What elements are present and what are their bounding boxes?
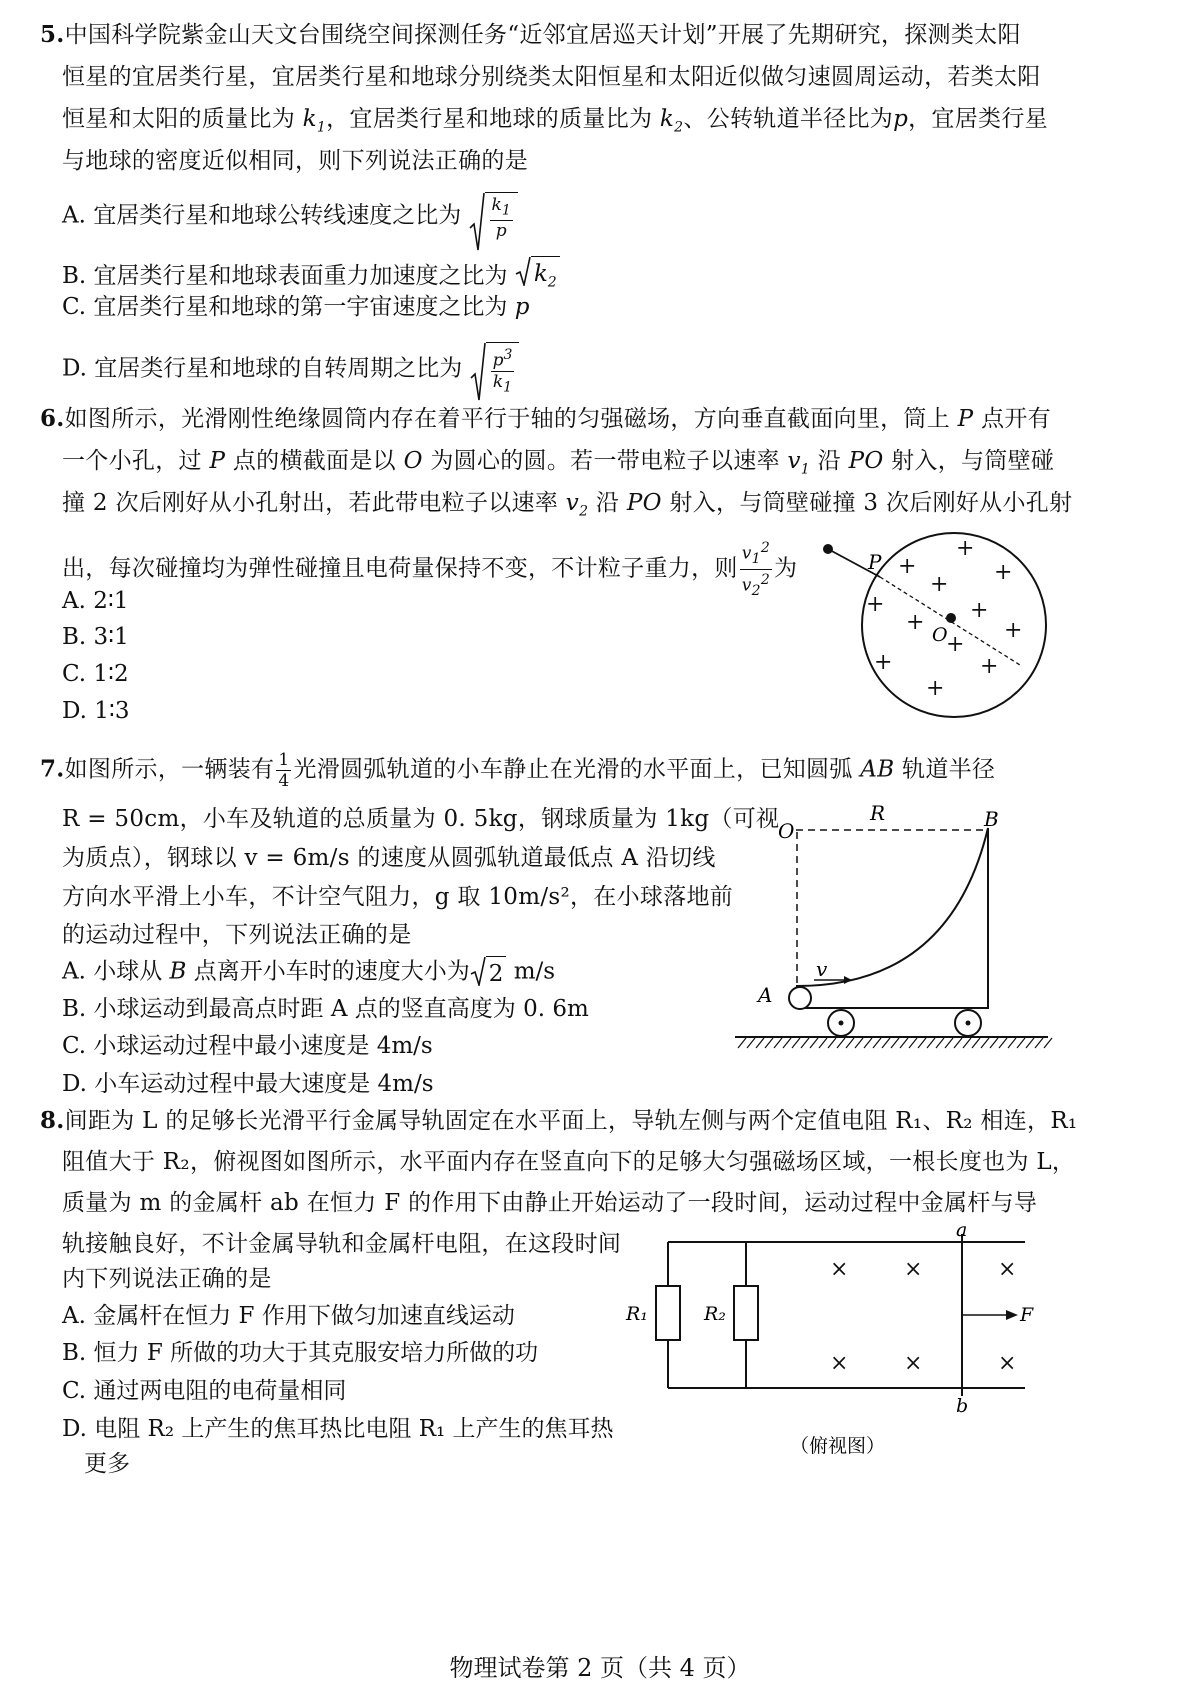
q5-text-1: 中国科学院紫金山天文台围绕空间探测任务“近邻宜居巡天计划”开展了先期研究，探测类太阳 xyxy=(64,22,1021,48)
hatch-line xyxy=(810,1038,818,1048)
q6-text-2b: 点的横截面是以 xyxy=(232,448,396,474)
q8-option-d: D. 电阻 R₂ 上产生的焦耳热比电阻 R₁ 上产生的焦耳热 xyxy=(62,1416,614,1442)
q6-option-c: C. 1∶2 xyxy=(62,661,129,687)
q7-AB: AB xyxy=(860,756,895,783)
q7-fig-label-v: v xyxy=(816,957,828,981)
q5-text-4: 与地球的密度近似相同，则下列说法正确的是 xyxy=(62,148,528,174)
q7-wheel-left-axle xyxy=(839,1021,844,1026)
q5-option-d xyxy=(62,342,519,397)
q7-line-3: 为质点），钢球以 v = 6m/s 的速度从圆弧轨道最低点 A 沿切线 xyxy=(62,845,716,871)
q5-option-d-text: D. 宜居类行星和地球的自转周期之比为 xyxy=(62,355,463,382)
q8-fig-label-R1: R₁ xyxy=(626,1303,648,1325)
q5-option-c-text: C. 宜居类行星和地球的第一宇宙速度之比为 xyxy=(62,294,508,320)
q5-option-d-formula: $\frac{p^3}{k_1}$ xyxy=(470,342,520,397)
hatch-line xyxy=(792,1038,800,1048)
q5-option-a-formula: $\frac{k_1}{p}$ xyxy=(469,192,518,241)
q5-text-3c: 、公转轨道半径比为 xyxy=(683,106,894,132)
q8-magnetic-field-marks xyxy=(830,1257,1016,1376)
q8-line-4: 轨接触良好，不计金属导轨和金属杆电阻，在这段时间 xyxy=(62,1231,622,1257)
q6-field-mark: + xyxy=(906,610,925,635)
hatch-line xyxy=(1008,1038,1016,1048)
q7-line-5: 的运动过程中，下列说法正确的是 xyxy=(62,922,412,948)
hatch-line xyxy=(900,1038,908,1048)
q7-ground-hatch xyxy=(738,1038,1052,1048)
q8-text-1: 间距为 L 的足够长光滑平行金属导轨固定在水平面上，导轨左侧与两个定值电阻 R₁、R₂ 相连，R₁ xyxy=(64,1108,1078,1134)
hatch-line xyxy=(1026,1038,1034,1048)
q7-cart-figure xyxy=(730,800,1060,1055)
q6-text-3a: 撞 2 次后刚好从小孔射出，若此带电粒子以速率 xyxy=(62,490,559,516)
q6-text-2d: 沿 xyxy=(817,448,841,474)
q6-option-a: A. 2∶1 xyxy=(62,588,129,614)
hatch-line xyxy=(945,1038,953,1048)
hatch-line xyxy=(936,1038,944,1048)
q7-fig-label-B: B xyxy=(984,807,999,831)
q8-field-mark: × xyxy=(830,1257,849,1282)
hatch-line xyxy=(981,1038,989,1048)
q7-quarter-fraction: $\frac{1}{4}$ xyxy=(278,750,290,791)
q5-text-2: 恒星的宜居类行星，宜居类行星和地球分别绕类太阳恒星和太阳近似做匀速圆周运动，若类太阳 xyxy=(62,64,1041,90)
q7-option-d: D. 小车运动过程中最大速度是 4m/s xyxy=(62,1071,434,1097)
q7-steel-ball xyxy=(789,987,811,1009)
q7-text-1a: 如图所示，一辆装有 xyxy=(64,756,275,783)
q7-option-a-text-a: A. 小球从 xyxy=(62,958,163,985)
q6-option-d: D. 1∶3 xyxy=(62,698,130,724)
q6-fig-label-P: P xyxy=(868,550,882,574)
q8-field-mark: × xyxy=(998,1351,1017,1376)
q6-center-dot xyxy=(946,613,956,623)
q8-field-mark: × xyxy=(904,1257,923,1282)
q5-option-a-text: A. 宜居类行星和地球公转线速度之比为 xyxy=(62,202,462,229)
hatch-line xyxy=(747,1038,755,1048)
q6-line-3 xyxy=(62,488,1072,527)
hatch-line xyxy=(801,1038,809,1048)
q8-fig-label-F: F xyxy=(1020,1304,1034,1326)
q6-PO-2: PO xyxy=(626,490,662,516)
q6-text-4a: 出，每次碰撞均为弹性碰撞且电荷量保持不变，不计粒子重力，则 xyxy=(62,555,738,582)
q7-cart-body xyxy=(797,828,988,1008)
q6-text-1: 如图所示，光滑刚性绝缘圆筒内存在着平行于轴的匀强磁场，方向垂直截面向里，筒上 xyxy=(64,406,951,432)
q8-force-arrowhead xyxy=(1006,1310,1018,1320)
q5-number: 5. xyxy=(40,21,65,48)
q7-option-a-unit: m/s xyxy=(513,958,556,985)
q7-option-c: C. 小球运动过程中最小速度是 4m/s xyxy=(62,1033,433,1059)
q8-field-mark: × xyxy=(998,1257,1017,1282)
hatch-line xyxy=(855,1038,863,1048)
q7-text-1d: 轨道半径 xyxy=(902,756,996,783)
hatch-line xyxy=(765,1038,773,1048)
q6-v1: $v_1$ xyxy=(787,448,810,478)
hatch-line xyxy=(756,1038,764,1048)
q5-line-4 xyxy=(62,146,528,176)
q6-O: O xyxy=(403,448,423,474)
q8-fig-label-a: a xyxy=(956,1220,968,1241)
q8-field-mark: × xyxy=(830,1351,849,1376)
q6-fig-label-O: O xyxy=(932,624,948,646)
hatch-line xyxy=(1044,1038,1052,1048)
hatch-line xyxy=(927,1038,935,1048)
q8-option-a: A. 金属杆在恒力 F 作用下做匀加速直线运动 xyxy=(62,1303,515,1329)
q7-fig-label-A: A xyxy=(758,983,773,1007)
q6-ratio-formula: $\frac{v_1^2}{v_2^2}$ xyxy=(741,540,771,600)
q6-cylinder-figure xyxy=(820,525,1060,730)
hatch-line xyxy=(1017,1038,1025,1048)
q6-v2: $v_2$ xyxy=(565,490,589,520)
q7-text-1b: 光滑圆弧轨道的小车静止在光滑的水平面上，已知圆弧 xyxy=(293,756,853,783)
page-footer: 物理试卷第 2 页（共 4 页） xyxy=(449,1654,751,1682)
q8-line-5: 内下列说法正确的是 xyxy=(62,1266,272,1292)
q8-number: 8. xyxy=(40,1107,65,1134)
q7-line-1 xyxy=(40,750,995,791)
q6-P: P xyxy=(957,406,974,432)
q7-fig-label-R: R xyxy=(870,801,886,825)
q6-field-mark: + xyxy=(930,572,949,597)
q7-number: 7. xyxy=(40,755,65,783)
q6-field-mark: + xyxy=(874,650,893,675)
q5-line-1 xyxy=(40,20,1021,50)
q6-option-b: B. 3∶1 xyxy=(62,624,129,650)
q6-line-1 xyxy=(40,404,1051,434)
q6-text-3b: 沿 xyxy=(595,490,620,516)
q6-field-mark: + xyxy=(898,554,917,579)
q5-k1: $k_1$ xyxy=(302,106,327,136)
q6-field-mark: + xyxy=(866,592,885,617)
q5-option-a xyxy=(62,192,518,241)
q6-field-mark: + xyxy=(1004,618,1023,643)
q7-option-b: B. 小球运动到最高点时距 A 点的竖直高度为 0. 6m xyxy=(62,996,589,1022)
q6-field-mark: + xyxy=(956,536,975,561)
q6-text-2a: 一个小孔，过 xyxy=(62,448,202,474)
q8-line-2: 阻值大于 R₂，俯视图如图所示，水平面内存在竖直向下的足够大匀强磁场区域，一根长度也为 L， xyxy=(62,1149,1076,1175)
q5-text-3b: ，宜居类行星和地球的质量比为 xyxy=(326,106,653,132)
q6-text-2e: 射入，与筒壁碰 xyxy=(891,448,1055,474)
q8-resistor-r2 xyxy=(734,1286,758,1340)
q6-line-2 xyxy=(62,446,1054,485)
q6-particle-dot xyxy=(823,544,833,554)
hatch-line xyxy=(954,1038,962,1048)
hatch-line xyxy=(837,1038,845,1048)
hatch-line xyxy=(783,1038,791,1048)
q8-line-3: 质量为 m 的金属杆 ab 在恒力 F 的作用下由静止开始运动了一段时间，运动过程中金属杆与导 xyxy=(62,1190,1038,1216)
hatch-line xyxy=(819,1038,827,1048)
q6-text-2c: 为圆心的圆。若一带电粒子以速率 xyxy=(430,448,780,474)
q6-field-mark: + xyxy=(994,560,1013,585)
hatch-line xyxy=(882,1038,890,1048)
q7-sqrt2: 2 xyxy=(470,956,507,989)
q5-text-3d: ，宜居类行星 xyxy=(908,106,1048,132)
hatch-line xyxy=(1035,1038,1043,1048)
hatch-line xyxy=(909,1038,917,1048)
q7-option-a xyxy=(62,956,555,989)
q5-line-3 xyxy=(62,104,1048,143)
q6-field-mark: + xyxy=(946,632,965,657)
hatch-line xyxy=(846,1038,854,1048)
q5-option-c-p: p xyxy=(514,294,530,320)
hatch-line xyxy=(828,1038,836,1048)
q5-line-2 xyxy=(62,62,1041,92)
q8-option-c: C. 通过两电阻的电荷量相同 xyxy=(62,1378,347,1404)
q8-field-mark: × xyxy=(904,1351,923,1376)
hatch-line xyxy=(999,1038,1007,1048)
q6-text-3c: 射入，与筒壁碰撞 3 次后刚好从小孔射 xyxy=(669,490,1073,516)
q7-wheel-right-axle xyxy=(966,1021,971,1026)
q7-option-a-text-c: 点离开小车时的速度大小为 xyxy=(193,958,470,985)
q5-k2: $k_2$ xyxy=(659,106,684,136)
q8-fig-caption: （俯视图） xyxy=(790,1435,886,1457)
q7-fig-label-O: O xyxy=(778,819,795,843)
q6-text-1-end: 点开有 xyxy=(981,406,1051,432)
q6-PO: PO xyxy=(848,448,884,474)
q7-line-4: 方向水平滑上小车，不计空气阻力，g 取 10m/s²，在小球落地前 xyxy=(62,884,734,910)
q5-p: p xyxy=(893,106,909,132)
q8-option-d-cont: 更多 xyxy=(84,1451,130,1477)
q5-text-3a: 恒星和太阳的质量比为 xyxy=(62,106,295,132)
hatch-line xyxy=(891,1038,899,1048)
hatch-line xyxy=(963,1038,971,1048)
q8-fig-label-R2: R₂ xyxy=(704,1303,726,1325)
q6-field-mark: + xyxy=(970,598,989,623)
q8-fig-label-b: b xyxy=(956,1395,969,1417)
q6-text-4b: 为 xyxy=(774,555,798,582)
q8-option-b: B. 恒力 F 所做的功大于其克服安培力所做的功 xyxy=(62,1340,539,1366)
q5-option-b-text: B. 宜居类行星和地球表面重力加速度之比为 xyxy=(62,262,508,289)
q6-field-mark: + xyxy=(980,654,999,679)
q5-option-c xyxy=(62,292,529,322)
hatch-line xyxy=(918,1038,926,1048)
hatch-line xyxy=(990,1038,998,1048)
q8-line-1 xyxy=(40,1106,1077,1136)
q7-option-a-B: B xyxy=(169,958,187,985)
hatch-line xyxy=(873,1038,881,1048)
hatch-line xyxy=(774,1038,782,1048)
q8-rail-figure xyxy=(620,1220,1050,1470)
q8-resistor-r1 xyxy=(656,1286,680,1340)
hatch-line xyxy=(972,1038,980,1048)
q5-option-b-formula: $k_2$ xyxy=(515,256,560,298)
q6-field-mark: + xyxy=(926,676,945,701)
q6-line-4 xyxy=(62,538,797,601)
q6-number: 6. xyxy=(40,405,65,432)
q7-line-2: R = 50cm，小车及轨道的总质量为 0. 5kg，钢球质量为 1kg（可视 xyxy=(62,806,780,832)
hatch-line xyxy=(738,1038,746,1048)
hatch-line xyxy=(864,1038,872,1048)
q6-P-2: P xyxy=(209,448,226,474)
